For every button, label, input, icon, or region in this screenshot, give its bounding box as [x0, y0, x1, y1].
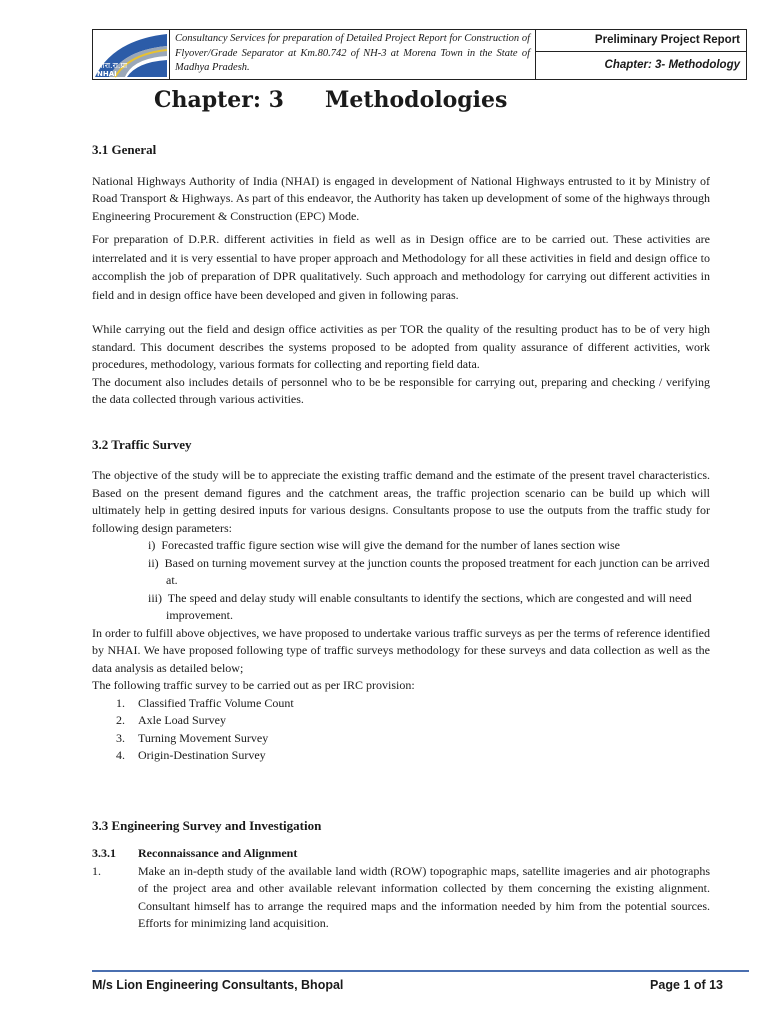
report-type: Preliminary Project Report	[536, 30, 746, 52]
chapter-name: Methodologies	[325, 87, 508, 113]
list-item: 3. Turning Movement Survey	[116, 730, 269, 745]
item-text: Make an in-depth study of the available land width (ROW) topographic maps, satellite imageries and air photographs of the project area and other available relevant information collected by them concerning the existing alignment. Consultant himself has to arrange the required maps and the information needed by him from the potential sources. Efforts for minimizing land acquisition.	[138, 863, 710, 930]
traffic-survey-list	[92, 695, 710, 765]
subsection-title: Reconnaissance and Alignment	[138, 846, 298, 860]
section-3-1-paragraph-1: National Highways Authority of India (NHAI) is engaged in development of National Highways entrusted to it by Ministry of Road Transport & Highways. As part of this endeavor, the Authority has taken up development of some of the highways through Engineering Procurement & Construction (EPC) Mode.	[92, 173, 710, 223]
section-3-2-paragraph-2: In order to fulfill above objectives, we have proposed to undertake various traffic surveys as per the terms of reference identified by NHAI. We have proposed following type of traffic surveys methodology for these surveys and data collection as well as the data analysis as detailed below;	[92, 625, 710, 675]
page-header	[92, 29, 747, 80]
page-footer	[92, 978, 723, 992]
section-3-2-heading: 3.2 Traffic Survey	[92, 436, 192, 452]
section-3-1-heading: 3.1 General	[92, 142, 157, 157]
section-3-2-paragraph-1: The objective of the study will be to appreciate the existing traffic demand and the estimate of the present travel characteristics. Based on the present demand figures and the catchment areas, the traffic projection scenario can be build up which will ultimately help in getting desired inputs for various designs. Consultants propose to use the outputs from the traffic study for following design parameters:	[92, 468, 710, 535]
logo-subtext: भारा.रा.प्रा	[97, 61, 128, 70]
chapter-number: Chapter: 3	[154, 87, 284, 113]
list-item: i) Forecasted traffic figure section wise will give the demand for the number of lanes section wise	[148, 538, 620, 552]
page-content	[92, 140, 710, 933]
logo-text: NHAI	[97, 70, 117, 78]
list-item: 4. Origin-Destination Survey	[116, 748, 266, 762]
chapter-label: Chapter: 3- Methodology	[604, 59, 740, 71]
section-3-1-paragraph-4: The document also includes details of personnel who to be be responsible for carrying out, preparing and checking / verifying the data collected through various activities.	[92, 374, 710, 406]
section-3-1-paragraph-2: For preparation of D.P.R. different activities in field as well as in Design office are to be carried out. These activities are interrelated and it is very essential to have proper approach and Methodology for all these activities in field and design office to accomplish the job of preparation of DPR qualitatively. Such approach and methodology for carrying out different activities in field and in design office have been developed and given in following paras.	[92, 232, 710, 302]
project-description: Consultancy Services for preparation of Detailed Project Report for Construction of Flyover/Grade Separator at Km.80.742 of NH-3 at Morena Town in the State of Madhya Pradesh.	[170, 30, 536, 79]
footer-company: M/s Lion Engineering Consultants, Bhopal	[92, 978, 344, 992]
page-number: Page 1 of 13	[650, 978, 723, 992]
item-number: 1.	[92, 863, 101, 878]
section-3-3-heading: 3.3 Engineering Survey and Investigation	[92, 817, 322, 833]
nhai-logo-icon	[93, 30, 169, 79]
chapter-title	[154, 87, 507, 113]
header-right	[536, 30, 746, 79]
section-3-2-paragraph-3: The following traffic survey to be carried out as per IRC provision:	[92, 678, 415, 692]
list-item: 1. Classified Traffic Volume Count	[116, 695, 294, 710]
list-item: 2. Axle Load Survey	[116, 713, 226, 727]
subsection-3-3-1-heading	[92, 845, 710, 863]
subsection-number: 3.3.1	[92, 846, 116, 860]
design-parameters-list	[92, 537, 710, 625]
section-3-1-paragraph-3: While carrying out the field and design office activities as per TOR the quality of the resulting product has to be of very high standard. This document describes the systems proposed to be adopted from quality assurance of different activities, work procedures, methodology, various formats for collecting and reporting field data.	[92, 322, 710, 371]
nhai-logo	[93, 30, 170, 79]
reconnaissance-item	[92, 863, 710, 933]
footer-rule	[92, 970, 749, 972]
list-item: iii) The speed and delay study will enable consultants to identify the sections, which are congested and will need improvement.	[148, 590, 692, 622]
list-item: ii) Based on turning movement survey at the junction counts the proposed treatment for each junction can be arrived at.	[148, 555, 710, 587]
